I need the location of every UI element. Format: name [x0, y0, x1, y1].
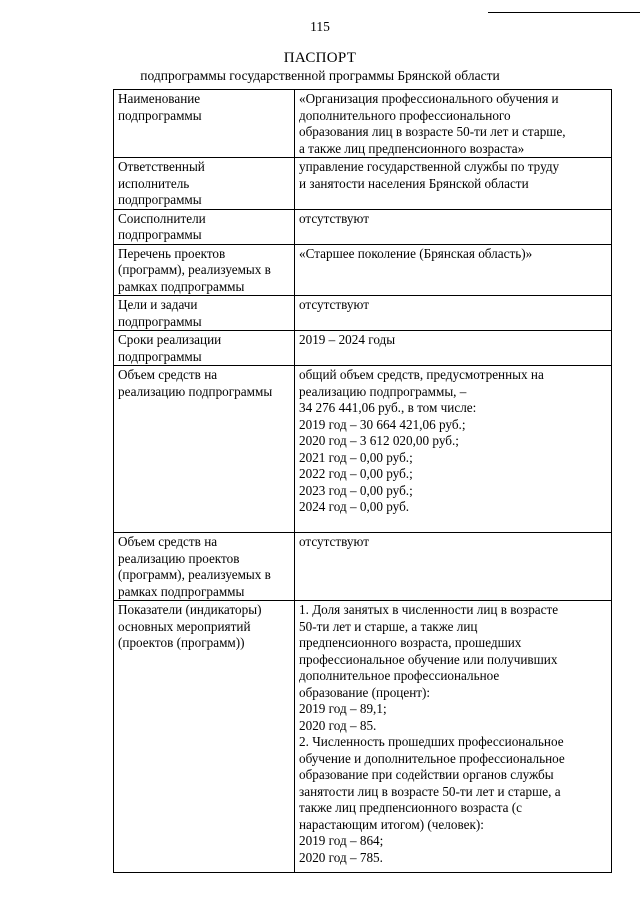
row-value-line: 2019 год – 89,1; [299, 701, 387, 716]
row-value-line: образование (процент): [299, 684, 431, 700]
row-value-line: обучение и дополнительное профессиональное [299, 750, 565, 766]
row-label-line: рамках подпрограммы [118, 583, 245, 599]
row-value-cell [295, 209, 612, 244]
row-value-line: реализацию подпрограммы, – [299, 383, 467, 399]
row-value-line: занятости лиц в возрасте 50-ти лет и старше, а [299, 783, 561, 799]
table-row [114, 90, 612, 158]
row-value-cell [295, 366, 612, 533]
row-label-line: основных мероприятий [118, 618, 251, 634]
row-value-line: управление государственной службы по труду [299, 159, 560, 174]
row-value-line: профессиональное обучение или получивших [299, 651, 558, 667]
row-value-cell [295, 244, 612, 296]
table-row [114, 296, 612, 331]
row-label-line: подпрограммы [118, 348, 202, 364]
row-value-line: «Организация профессионального обучения и [299, 91, 559, 106]
row-value-line: отсутствуют [299, 210, 369, 226]
row-label-line: Цели и задачи [118, 297, 198, 312]
row-value-line: 2. Численность прошедших профессиональное [299, 734, 564, 749]
row-label-line: Наименование [118, 91, 201, 106]
row-value-line: а также лиц предпенсионного возраста» [299, 140, 525, 156]
row-value-line: 2021 год – 0,00 руб.; [299, 449, 413, 465]
row-value-line: 2020 год – 85. [299, 717, 377, 733]
row-label-cell [114, 331, 295, 366]
row-label-line: реализацию подпрограммы [118, 383, 273, 399]
row-label-cell [114, 366, 295, 533]
row-value-line: отсутствуют [299, 534, 369, 549]
row-label-line: подпрограммы [118, 227, 202, 242]
row-value-line: 2019 – 2024 годы [299, 332, 396, 347]
row-value-line: 2023 год – 0,00 руб.; [299, 482, 413, 498]
row-label-line: Показатели (индикаторы) [118, 602, 262, 617]
row-value-line: 2019 год – 864; [299, 833, 384, 848]
row-label-line: (программ), реализуемых в [118, 262, 271, 277]
row-value-cell [295, 331, 612, 366]
row-label-line: рамках подпрограммы [118, 278, 245, 294]
row-label-line: Перечень проектов [118, 245, 226, 261]
row-value-line: 2022 год – 0,00 руб.; [299, 466, 413, 481]
row-label-line: реализацию проектов [118, 550, 240, 566]
row-label-cell [114, 209, 295, 244]
row-value-line: 2020 год – 785. [299, 849, 383, 865]
row-value-line [299, 516, 608, 533]
row-label-line: Объем средств на [118, 367, 218, 382]
document-subtitle: подпрограммы государственной программы Брянской области [140, 68, 500, 83]
row-label-line: Сроки реализации [118, 332, 222, 347]
row-value-line: 2024 год – 0,00 руб. [299, 499, 410, 514]
row-value-line: дополнительного профессионального [299, 107, 511, 123]
top-rule [488, 12, 640, 13]
table-row [114, 601, 612, 873]
page-number: 115 [310, 19, 330, 34]
row-value-line: общий объем средств, предусмотренных на [299, 367, 544, 382]
row-value-line: 1. Доля занятых в численности лиц в возрасте [299, 602, 559, 617]
row-value-line: дополнительное профессиональное [299, 668, 500, 683]
row-value-line: образования лиц в возрасте 50-ти лет и старше, [299, 124, 566, 139]
table-row [114, 209, 612, 244]
row-label-line: (проектов (программ)) [118, 635, 245, 650]
table-row [114, 158, 612, 210]
passport-table [113, 89, 612, 873]
row-value-line: 50-ти лет и старше, а также лиц [299, 618, 478, 634]
row-label-line: подпрограммы [118, 107, 202, 123]
row-label-line: подпрограммы [118, 313, 202, 329]
row-value-line: предпенсионного возраста, прошедших [299, 635, 522, 650]
row-label-line: Соисполнители [118, 210, 206, 226]
table-row [114, 533, 612, 601]
row-value-line: образование при содействии органов службы [299, 767, 554, 782]
row-label-line: подпрограммы [118, 192, 202, 207]
row-label-line: (программ), реализуемых в [118, 567, 271, 582]
table-row [114, 244, 612, 296]
table-row [114, 366, 612, 533]
table-row [114, 331, 612, 366]
row-value-cell [295, 601, 612, 873]
row-label-cell [114, 244, 295, 296]
row-label-line: Ответственный [118, 159, 205, 174]
row-label-cell [114, 296, 295, 331]
row-value-cell [295, 90, 612, 158]
row-label-cell [114, 533, 295, 601]
row-value-line: «Старшее поколение (Брянская область)» [299, 245, 533, 261]
row-value-line: 2020 год – 3 612 020,00 руб.; [299, 433, 459, 448]
document-title: ПАСПОРТ [283, 50, 357, 66]
row-value-cell [295, 533, 612, 601]
row-label-cell [114, 158, 295, 210]
row-value-cell [295, 158, 612, 210]
row-value-line: также лиц предпенсионного возраста (с [299, 800, 523, 815]
row-label-cell [114, 601, 295, 873]
row-value-line: отсутствуют [299, 297, 369, 312]
passport-table-body [114, 90, 612, 873]
row-value-line: нарастающим итогом) (человек): [299, 816, 484, 832]
row-label-cell [114, 90, 295, 158]
row-value-line: и занятости населения Брянской области [299, 175, 529, 191]
row-value-line: 2019 год – 30 664 421,06 руб.; [299, 416, 466, 432]
row-value-cell [295, 296, 612, 331]
row-value-line: 34 276 441,06 руб., в том числе: [299, 400, 477, 415]
row-label-line: Объем средств на [118, 534, 218, 549]
row-label-line: исполнитель [118, 175, 190, 191]
